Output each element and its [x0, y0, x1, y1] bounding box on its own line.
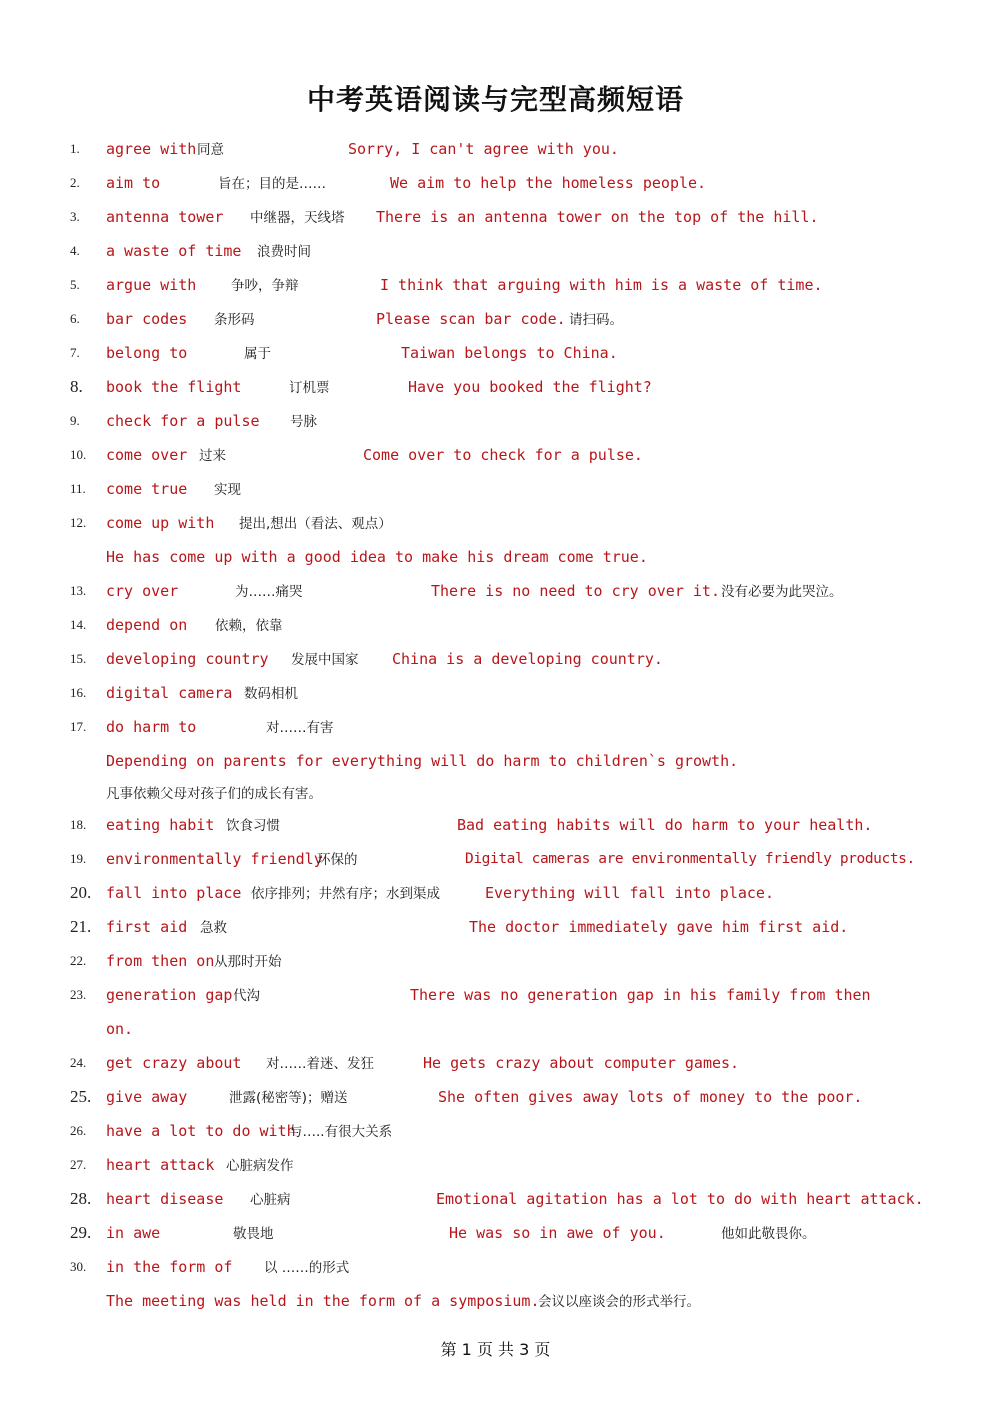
- phrase-meaning: 号脉: [290, 414, 317, 430]
- phrase-row: [0, 275, 991, 309]
- phrase-row: [0, 1155, 991, 1189]
- example-sentence: Emotional agitation has a lot to do with heart attack.: [436, 1190, 924, 1208]
- phrase-row: [0, 377, 991, 411]
- sentence-translation: 没有必要为此哭泣。: [721, 584, 843, 600]
- item-number: 30.: [70, 1259, 87, 1274]
- example-sentence: The doctor immediately gave him first aid.: [469, 918, 849, 936]
- phrase: antenna tower: [106, 208, 224, 226]
- phrase: fall into place: [106, 884, 242, 902]
- example-sentence: He gets crazy about computer games.: [423, 1054, 740, 1072]
- phrase-meaning: 发展中国家: [291, 652, 359, 668]
- continuation-row: [0, 751, 991, 785]
- item-number: 20.: [70, 883, 92, 902]
- example-sentence: I think that arguing with him is a waste of time.: [380, 276, 823, 294]
- phrase-row: [0, 139, 991, 173]
- sentence-translation: 会议以座谈会的形式举行。: [538, 1294, 700, 1310]
- phrase-row: [0, 1053, 991, 1087]
- example-sentence: He was so in awe of you.: [449, 1224, 666, 1242]
- phrase-meaning: 心脏病: [250, 1192, 291, 1208]
- phrase-meaning: 凡事依赖父母对孩子们的成长有害。: [106, 786, 322, 802]
- phrase-row: [0, 241, 991, 275]
- phrase-row: [0, 917, 991, 951]
- example-sentence: China is a developing country.: [392, 650, 663, 668]
- phrase-row: [0, 1121, 991, 1155]
- example-sentence: Please scan bar code.: [376, 310, 566, 328]
- item-number: 21.: [70, 917, 92, 936]
- phrase-row: [0, 883, 991, 917]
- phrase: agree with: [106, 140, 197, 158]
- phrase: in awe: [106, 1224, 161, 1242]
- continuation-row: [0, 783, 991, 817]
- item-number: 23.: [70, 987, 87, 1002]
- phrase-meaning: 过来: [199, 448, 226, 464]
- phrase-meaning: 从那时开始: [214, 954, 282, 970]
- example-sentence: There was no generation gap in his family from then: [410, 986, 871, 1004]
- item-number: 26.: [70, 1123, 87, 1138]
- phrase-row: [0, 815, 991, 849]
- phrase-row: [0, 1257, 991, 1291]
- item-number: 18.: [70, 817, 87, 832]
- item-number: 8.: [70, 377, 83, 396]
- item-number: 13.: [70, 583, 87, 598]
- item-number: 11.: [70, 481, 86, 496]
- phrase-meaning: 泄露(秘密等)；赠送: [229, 1090, 348, 1106]
- phrase-meaning: 中继器，天线塔: [250, 210, 345, 226]
- phrase-row: [0, 985, 991, 1019]
- phrase-meaning: 环保的: [317, 852, 358, 868]
- phrase: generation gap: [106, 986, 233, 1004]
- phrase-meaning: 数码相机: [244, 686, 298, 702]
- phrase-row: [0, 1087, 991, 1121]
- item-number: 16.: [70, 685, 87, 700]
- document-title: 中考英语阅读与完型高频短语: [306, 83, 684, 116]
- phrase: give away: [106, 1088, 188, 1106]
- phrase: aim to: [106, 174, 161, 192]
- item-number: 22.: [70, 953, 87, 968]
- phrase: argue with: [106, 276, 197, 294]
- phrase-row: [0, 309, 991, 343]
- phrase-meaning: 饮食习惯: [226, 818, 280, 834]
- phrase-row: [0, 717, 991, 751]
- phrase: book the flight: [106, 378, 242, 396]
- example-sentence: Sorry, I can't agree with you.: [348, 140, 619, 158]
- phrase-row: [0, 1223, 991, 1257]
- example-sentence: Taiwan belongs to China.: [401, 344, 618, 362]
- phrase: in the form of: [106, 1258, 233, 1276]
- phrase: cry over: [106, 582, 179, 600]
- phrase: do harm to: [106, 718, 197, 736]
- phrase-meaning: 与…..有很大关系: [289, 1124, 393, 1140]
- item-number: 25.: [70, 1087, 92, 1106]
- phrase: belong to: [106, 344, 188, 362]
- phrase-meaning: 依序排列；井然有序；水到渠成: [251, 886, 440, 902]
- phrase-meaning: 心脏病发作: [226, 1158, 294, 1174]
- item-number: 29.: [70, 1223, 92, 1242]
- phrase-row: [0, 683, 991, 717]
- phrase-meaning: 浪费时间: [257, 244, 311, 260]
- item-number: 2.: [70, 175, 80, 190]
- example-sentence: There is no need to cry over it.: [431, 582, 720, 600]
- phrase: developing country: [106, 650, 269, 668]
- item-number: 7.: [70, 345, 80, 360]
- item-number: 28.: [70, 1189, 92, 1208]
- phrase-row: [0, 649, 991, 683]
- phrase: depend on: [106, 616, 188, 634]
- item-number: 3.: [70, 209, 80, 224]
- phrase: digital camera: [106, 684, 233, 702]
- phrase-row: [0, 615, 991, 649]
- phrase: eating habit: [106, 816, 215, 834]
- example-sentence: He has come up with a good idea to make his dream come true.: [106, 548, 648, 566]
- phrase: a waste of time: [106, 242, 242, 260]
- phrase-meaning: 提出,想出（看法、观点）: [239, 516, 392, 532]
- phrase-row: [0, 445, 991, 479]
- continuation-row: [0, 547, 991, 581]
- phrase-meaning: 对……着迷、发狂: [266, 1056, 374, 1072]
- phrase-row: [0, 513, 991, 547]
- phrase-meaning: 属于: [244, 346, 271, 362]
- phrase: heart attack: [106, 1156, 215, 1174]
- phrase-row: [0, 581, 991, 615]
- example-sentence: We aim to help the homeless people.: [390, 174, 707, 192]
- item-number: 12.: [70, 515, 87, 530]
- item-number: 14.: [70, 617, 87, 632]
- example-sentence: Come over to check for a pulse.: [363, 446, 643, 464]
- phrase-row: [0, 1189, 991, 1223]
- phrase-meaning: 订机票: [289, 380, 330, 396]
- phrase-meaning: 急救: [200, 920, 227, 936]
- phrase-row: [0, 207, 991, 241]
- phrase-meaning: 同意: [197, 142, 224, 158]
- phrase: get crazy about: [106, 1054, 242, 1072]
- phrase-meaning: 对……有害: [266, 720, 334, 736]
- phrase-row: [0, 173, 991, 207]
- item-number: 5.: [70, 277, 80, 292]
- phrase-meaning: 为……痛哭: [235, 584, 303, 600]
- phrase: come up with: [106, 514, 215, 532]
- example-sentence: The meeting was held in the form of a symposium.: [106, 1292, 540, 1310]
- item-number: 17.: [70, 719, 87, 734]
- phrase-row: [0, 951, 991, 985]
- phrase-meaning: 争吵，争辩: [231, 278, 299, 294]
- example-sentence: Depending on parents for everything will do harm to children`s growth.: [106, 752, 739, 770]
- phrase: have a lot to do with: [106, 1122, 296, 1140]
- item-number: 24.: [70, 1055, 87, 1070]
- item-number: 9.: [70, 413, 80, 428]
- phrase-meaning: 以 ……的形式: [264, 1260, 350, 1276]
- phrase-meaning: 实现: [214, 482, 241, 498]
- phrase-row: [0, 479, 991, 513]
- phrase-meaning: 依赖，依靠: [215, 618, 283, 634]
- phrase-row: [0, 343, 991, 377]
- item-number: 10.: [70, 447, 87, 462]
- phrase-row: [0, 849, 991, 883]
- phrase-row: [0, 411, 991, 445]
- phrase-meaning: 条形码: [214, 312, 255, 328]
- phrase: check for a pulse: [106, 412, 260, 430]
- item-number: 15.: [70, 651, 87, 666]
- phrase: come true: [106, 480, 188, 498]
- item-number: 19.: [70, 851, 87, 866]
- sentence-translation: 请扫码。: [569, 312, 623, 328]
- item-number: 4.: [70, 243, 80, 258]
- phrase: bar codes: [106, 310, 188, 328]
- phrase: environmentally friendly: [106, 850, 323, 868]
- phrase: from then on: [106, 952, 215, 970]
- item-number: 1.: [70, 141, 80, 156]
- example-sentence: Digital cameras are environmentally friendly products.: [465, 851, 915, 867]
- phrase: first aid: [106, 918, 188, 936]
- item-number: 6.: [70, 311, 80, 326]
- example-sentence: Bad eating habits will do harm to your health.: [457, 816, 873, 834]
- example-sentence: on.: [106, 1020, 134, 1038]
- page-footer: 第 1 页 共 3 页: [440, 1340, 551, 1359]
- example-sentence: Everything will fall into place.: [485, 884, 774, 902]
- phrase: come over: [106, 446, 188, 464]
- example-sentence: Have you booked the flight?: [408, 378, 652, 396]
- continuation-row: [0, 1019, 991, 1053]
- phrase-meaning: 代沟: [233, 988, 260, 1004]
- continuation-row: [0, 1291, 991, 1325]
- phrase: heart disease: [106, 1190, 224, 1208]
- example-sentence: She often gives away lots of money to the poor.: [438, 1088, 863, 1106]
- sentence-translation: 他如此敬畏你。: [721, 1226, 816, 1242]
- item-number: 27.: [70, 1157, 87, 1172]
- phrase-meaning: 旨在；目的是……: [218, 176, 326, 192]
- example-sentence: There is an antenna tower on the top of the hill.: [376, 208, 819, 226]
- phrase-meaning: 敬畏地: [233, 1226, 274, 1242]
